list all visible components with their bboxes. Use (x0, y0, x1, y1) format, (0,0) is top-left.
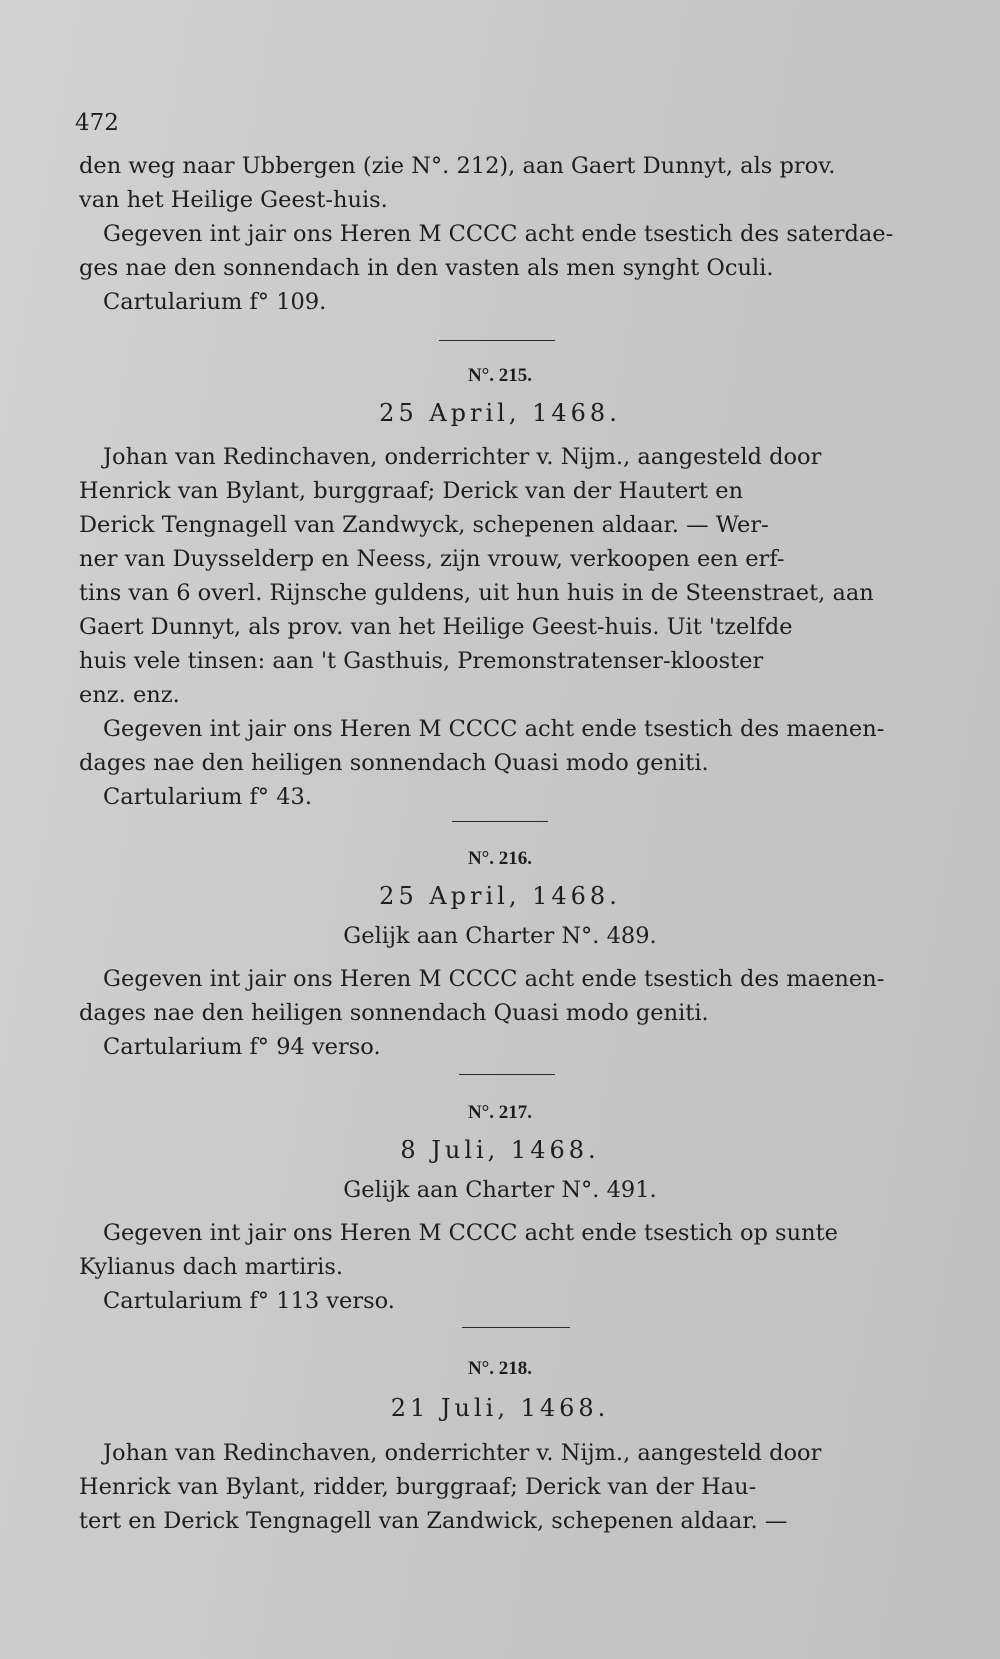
entry-date: 21 Juli, 1468. (390, 1394, 610, 1422)
text-line: ner van Duysselderp en Neess, zijn vrouw, verkoopen een erf- (79, 546, 785, 572)
dating-clause (79, 1216, 939, 1284)
separator-rule (452, 821, 548, 822)
text-line: dages nae den heiligen sonnendach Quasi modo geniti. (79, 750, 709, 776)
entry-number: N°. 216. (467, 848, 533, 869)
text-line: Kylianus dach martiris. (79, 1254, 344, 1280)
text-line: Cartularium f° 43. (103, 784, 312, 810)
entry-number: N°. 218. (467, 1358, 533, 1379)
text-line: dages nae den heiligen sonnendach Quasi modo geniti. (79, 1000, 709, 1026)
source-reference (79, 1030, 939, 1064)
entry-abstract (79, 440, 939, 712)
entry-abstract (79, 1436, 939, 1538)
text-line: Johan van Redinchaven, onderrichter v. Nijm., aangesteld door (103, 444, 822, 470)
text-line: tins van 6 overl. Rijnsche guldens, uit hun huis in de Steenstraet, aan (79, 580, 874, 606)
continuation-paragraph (79, 149, 939, 217)
source-reference (79, 780, 939, 814)
entry-date: 25 April, 1468. (379, 399, 621, 427)
text-line: Gegeven int jair ons Heren M CCCC acht ende tsestich op sunte (103, 1220, 838, 1246)
text-line: Henrick van Bylant, burggraaf; Derick van der Hautert en (79, 478, 744, 504)
text-line: Henrick van Bylant, ridder, burggraaf; Derick van der Hau- (79, 1474, 757, 1500)
text-line: Gaert Dunnyt, als prov. van het Heilige Geest-huis. Uit 'tzelfde (79, 614, 793, 640)
text-line: Cartularium f° 109. (103, 289, 327, 315)
text-line: ges nae den sonnendach in den vasten als men synght Oculi. (79, 255, 774, 281)
entry-date: 25 April, 1468. (379, 882, 621, 910)
text-line: den weg naar Ubbergen (zie N°. 212), aan Gaert Dunnyt, als prov. (79, 153, 836, 179)
separator-rule (462, 1327, 570, 1328)
cross-reference: Gelijk aan Charter N°. 489. (343, 923, 657, 949)
entry-date: 8 Juli, 1468. (400, 1136, 600, 1164)
text-line: enz. enz. (79, 682, 180, 708)
text-line: huis vele tinsen: aan 't Gasthuis, Premonstratenser-klooster (79, 648, 764, 674)
dating-clause (79, 217, 939, 285)
text-line: Gegeven int jair ons Heren M CCCC acht ende tsestich des maenen- (103, 966, 885, 992)
dating-clause (79, 712, 939, 780)
source-reference (79, 285, 939, 319)
text-line: tert en Derick Tengnagell van Zandwick, schepenen aldaar. — (79, 1508, 788, 1534)
text-line: Gegeven int jair ons Heren M CCCC acht ende tsestich des maenen- (103, 716, 885, 742)
separator-rule (439, 340, 555, 341)
text-line: Cartularium f° 113 verso. (103, 1288, 395, 1314)
text-line: van het Heilige Geest-huis. (79, 187, 388, 213)
text-line: Gegeven int jair ons Heren M CCCC acht ende tsestich des saterdae- (103, 221, 894, 247)
separator-rule (459, 1074, 555, 1075)
source-reference (79, 1284, 939, 1318)
text-line: Derick Tengnagell van Zandwyck, schepenen aldaar. — Wer- (79, 512, 769, 538)
page-number: 472 (75, 110, 119, 136)
entry-number: N°. 217. (467, 1102, 533, 1123)
text-line: Cartularium f° 94 verso. (103, 1034, 381, 1060)
dating-clause (79, 962, 939, 1030)
cross-reference: Gelijk aan Charter N°. 491. (343, 1177, 657, 1203)
text-line: Johan van Redinchaven, onderrichter v. Nijm., aangesteld door (103, 1440, 822, 1466)
entry-number: N°. 215. (467, 365, 533, 386)
